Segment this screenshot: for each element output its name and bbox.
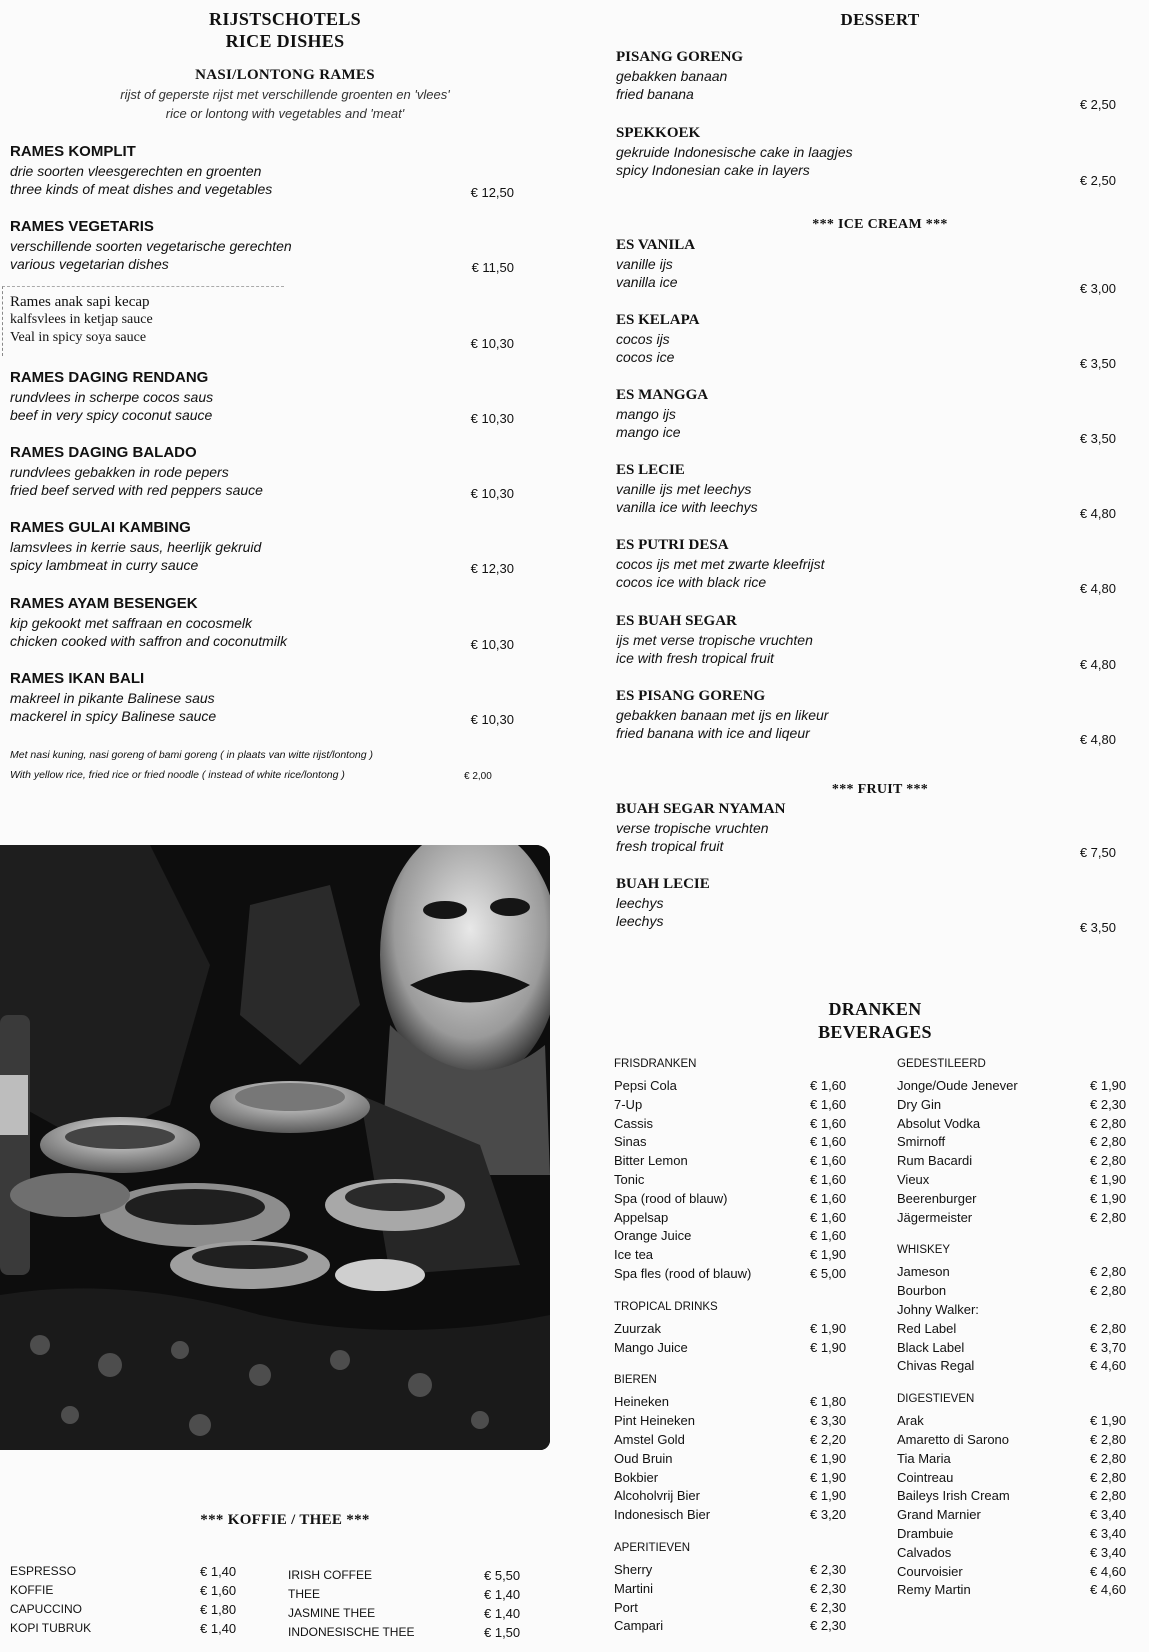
bev-item-name: Jameson xyxy=(897,1264,950,1280)
beverages-title-nl: DRANKEN xyxy=(828,999,922,1019)
fruit-name: BUAH SEGAR NYAMAN xyxy=(616,801,786,817)
bev-heading-bieren: BIEREN xyxy=(614,1374,657,1387)
dish-desc-nl: rundvlees gebakken in rode pepers xyxy=(10,464,229,480)
dish-desc-nl: kalfsvlees in ketjap sauce xyxy=(10,312,153,327)
thee-price: € 1,40 xyxy=(484,1587,521,1602)
ice-name: ES LECIE xyxy=(616,462,685,478)
bev-item-price: € 1,90 xyxy=(1090,1078,1127,1093)
dish-rames-daging-rendang xyxy=(10,368,530,426)
bev-item-price: € 2,80 xyxy=(1090,1115,1127,1131)
food-photo xyxy=(0,845,550,1450)
bev-item-price: € 1,90 xyxy=(810,1488,847,1504)
dish-name: RAMES GULAI KAMBING xyxy=(10,519,191,536)
dish-price: € 10,30 xyxy=(470,411,514,426)
bev-item-price: € 2,80 xyxy=(1090,1488,1127,1504)
fruit-buah-segar-nyaman xyxy=(616,799,1116,860)
bev-item-name: Pepsi Cola xyxy=(614,1078,677,1093)
bev-item-price: € 2,80 xyxy=(1090,1432,1127,1447)
bev-item-name: Port xyxy=(614,1599,638,1615)
bev-item-name: Tia Maria xyxy=(897,1450,951,1466)
bev-item-name: Black Label xyxy=(897,1339,965,1355)
dessert-desc-nl: gekruide Indonesische cake in laagjes xyxy=(616,144,853,160)
bev-item-price: € 2,80 xyxy=(1090,1450,1127,1466)
dish-name: RAMES DAGING BALADO xyxy=(10,444,197,461)
bev-heading-gedestileerd: GEDESTILEERD xyxy=(897,1058,986,1070)
dish-name: RAMES AYAM BESENGEK xyxy=(10,595,198,612)
bev-item-name: Heineken xyxy=(614,1394,669,1410)
bev-item-price: € 3,40 xyxy=(1090,1507,1127,1523)
bev-item-name: Remy Martin xyxy=(897,1582,971,1598)
fruit-desc-en: leechys xyxy=(616,913,664,929)
dessert-spekkoek xyxy=(616,123,1116,188)
dish-price: € 10,30 xyxy=(470,712,514,727)
bev-item-name: Jonge/Oude Jenever xyxy=(897,1078,1018,1093)
bev-item-name: Mango Juice xyxy=(614,1339,688,1355)
ice-price: € 3,00 xyxy=(1079,281,1116,296)
fruit-name: BUAH LECIE xyxy=(616,876,710,892)
bev-item-price: € 1,60 xyxy=(810,1096,847,1112)
bev-item-name: 7-Up xyxy=(614,1096,643,1112)
ice-price: € 4,80 xyxy=(1079,581,1116,596)
ice-desc-nl: cocos ijs xyxy=(616,331,670,347)
dessert-desc-en: spicy Indonesian cake in layers xyxy=(616,162,810,178)
bev-item-name: Bourbon xyxy=(897,1283,947,1299)
bev-item-name: Smirnoff xyxy=(897,1134,946,1150)
rice-title-nl: RIJSTSCHOTELS xyxy=(209,9,361,29)
dish-price: € 12,30 xyxy=(470,561,514,576)
bev-item-price: € 2,80 xyxy=(1090,1134,1127,1150)
ice-name: ES PISANG GORENG xyxy=(616,688,766,704)
note-en: With yellow rice, fried rice or fried noodle ( instead of white rice/lontong ) xyxy=(10,769,345,781)
koffie-item: KOPI TUBRUK xyxy=(10,1621,92,1635)
bev-item-price: € 1,90 xyxy=(810,1339,847,1355)
ice-desc-en: cocos ice with black rice xyxy=(616,574,767,590)
ice-desc-en: fried banana with ice and liqeur xyxy=(616,725,810,741)
fruit-price: € 3,50 xyxy=(1079,920,1116,935)
bev-item-name: Absolut Vodka xyxy=(897,1115,981,1131)
thee-price: € 5,50 xyxy=(484,1568,521,1583)
bev-item-price: € 2,30 xyxy=(810,1580,847,1596)
dessert-desc-en: fried banana xyxy=(616,86,694,102)
nasi-sub-nl: rijst of geperste rijst met verschillende groenten en 'vlees' xyxy=(120,87,450,102)
fruit-price: € 7,50 xyxy=(1079,845,1116,860)
dish-desc-en: beef in very spicy coconut sauce xyxy=(10,407,213,423)
ice-price: € 3,50 xyxy=(1079,431,1116,446)
bev-item-name: Campari xyxy=(614,1618,664,1634)
bev-item-price: € 4,60 xyxy=(1090,1582,1127,1598)
fruit-buah-lecie xyxy=(616,874,1116,935)
ice-es-putri-desa xyxy=(616,535,1116,596)
thee-price: € 1,40 xyxy=(484,1606,521,1621)
bev-item-name: Vieux xyxy=(897,1172,930,1187)
bev-item-price: € 1,90 xyxy=(810,1450,847,1466)
bev-item-price: € 2,80 xyxy=(1090,1264,1127,1280)
ice-desc-nl: vanille ijs xyxy=(616,256,673,272)
bev-item-name: Johny Walker: xyxy=(897,1302,979,1317)
bev-item-name: Amstel Gold xyxy=(614,1432,685,1447)
fruit-title: *** FRUIT *** xyxy=(831,782,929,797)
bev-heading-whiskey: WHISKEY xyxy=(897,1244,951,1257)
bev-item-price: € 1,60 xyxy=(810,1209,847,1225)
dish-desc-en: chicken cooked with saffron and coconutmilk xyxy=(10,633,288,649)
fruit-desc-en: fresh tropical fruit xyxy=(616,838,724,854)
dish-desc-en: mackerel in spicy Balinese sauce xyxy=(10,708,217,724)
dessert-price: € 2,50 xyxy=(1079,97,1116,112)
thee-price: € 1,50 xyxy=(484,1625,521,1640)
bev-item-price: € 3,70 xyxy=(1090,1339,1127,1355)
bev-item-name: Sinas xyxy=(614,1134,647,1150)
bev-item-price: € 2,80 xyxy=(1090,1209,1127,1225)
bev-item-name: Calvados xyxy=(897,1544,952,1560)
bev-item-name: Sherry xyxy=(614,1562,653,1577)
dish-rames-gulai-kambing xyxy=(10,518,530,576)
bev-item-name: Zuurzak xyxy=(614,1320,661,1336)
koffie-item: CAPUCCINO xyxy=(10,1602,83,1616)
ice-desc-nl: vanille ijs met leechys xyxy=(616,481,752,497)
bev-item-name: Drambuie xyxy=(897,1526,954,1541)
ice-es-lecie xyxy=(616,460,1116,521)
bev-item-price: € 2,80 xyxy=(1090,1469,1127,1485)
dessert-name: SPEKKOEK xyxy=(616,125,701,141)
bev-item-name: Tonic xyxy=(614,1172,645,1187)
ice-desc-en: vanilla ice with leechys xyxy=(616,499,758,515)
dish-desc-en: various vegetarian dishes xyxy=(10,256,169,272)
ice-es-buah-segar xyxy=(616,611,1116,672)
bev-item-price: € 2,20 xyxy=(810,1432,847,1447)
note-price: € 2,00 xyxy=(464,771,492,782)
fruit-desc-nl: leechys xyxy=(616,895,664,911)
dish-name: RAMES IKAN BALI xyxy=(10,670,145,687)
thee-item: INDONESISCHE THEE xyxy=(288,1625,415,1639)
bev-heading-aperitieven: APERITIEVEN xyxy=(614,1542,691,1554)
dish-desc-nl: drie soorten vleesgerechten en groenten xyxy=(10,163,262,179)
bev-item-name: Cassis xyxy=(614,1115,654,1131)
dish-desc-en: spicy lambmeat in curry sauce xyxy=(10,557,199,573)
bev-item-price: € 1,60 xyxy=(810,1190,847,1206)
bev-item-price: € 1,90 xyxy=(810,1469,847,1485)
dish-desc-en: three kinds of meat dishes and vegetables xyxy=(10,181,273,197)
dish-price: € 10,30 xyxy=(470,336,514,351)
ice-price: € 4,80 xyxy=(1079,732,1116,747)
dish-rames-anak-sapi xyxy=(10,293,530,351)
bev-item-price: € 2,80 xyxy=(1090,1283,1127,1299)
ice-desc-en: mango ice xyxy=(616,424,681,440)
rice-title-en: RICE DISHES xyxy=(225,31,345,51)
bev-item-price: € 3,40 xyxy=(1090,1526,1127,1541)
dish-desc-en: fried beef served with red peppers sauce xyxy=(10,482,263,498)
bev-item-price: € 1,80 xyxy=(810,1394,847,1410)
dessert-desc-nl: gebakken banaan xyxy=(616,68,728,84)
bev-item-price: € 1,60 xyxy=(810,1172,847,1187)
bev-item-name: Rum Bacardi xyxy=(897,1153,973,1169)
food-photo-illustration xyxy=(0,845,550,1450)
bev-heading-tropical-drinks: TROPICAL DRINKS xyxy=(614,1300,718,1313)
ice-desc-nl: ijs met verse tropische vruchten xyxy=(616,632,813,648)
bev-item-name: Alcoholvrij Bier xyxy=(614,1488,700,1504)
bev-item-name: Orange Juice xyxy=(614,1228,692,1244)
bev-item-name: Beerenburger xyxy=(897,1190,977,1206)
bev-item-price: € 3,40 xyxy=(1090,1544,1127,1560)
ice-name: ES BUAH SEGAR xyxy=(616,613,737,629)
ice-price: € 4,80 xyxy=(1079,506,1116,521)
dish-name: RAMES DAGING RENDANG xyxy=(10,369,209,386)
bev-item-name: Chivas Regal xyxy=(897,1358,975,1374)
bev-item-name: Jägermeister xyxy=(897,1209,973,1225)
dish-price: € 11,50 xyxy=(471,260,514,275)
bev-item-price: € 1,60 xyxy=(810,1228,847,1244)
dish-desc-nl: rundvlees in scherpe cocos saus xyxy=(10,389,214,405)
koffie-price: € 1,60 xyxy=(200,1583,237,1598)
bev-item-name: Grand Marnier xyxy=(897,1507,981,1523)
dish-desc-nl: lamsvlees in kerrie saus, heerlijk gekruid xyxy=(10,539,262,555)
dish-desc-nl: verschillende soorten vegetarische gerechten xyxy=(10,238,292,254)
bev-item-name: Martini xyxy=(614,1580,654,1596)
ice-desc-nl: gebakken banaan met ijs en likeur xyxy=(616,707,829,723)
dish-rames-daging-balado xyxy=(10,443,530,501)
bev-item-name: Bokbier xyxy=(614,1469,659,1485)
koffie-price: € 1,40 xyxy=(200,1621,237,1636)
nasi-title: NASI/LONTONG RAMES xyxy=(195,67,375,83)
bev-item-price: € 1,60 xyxy=(810,1078,847,1093)
bev-item-name: Ice tea xyxy=(614,1247,654,1263)
bev-item-price: € 2,80 xyxy=(1090,1153,1127,1169)
dish-rames-ayam-besengek xyxy=(10,594,530,652)
dish-name: RAMES VEGETARIS xyxy=(10,218,154,235)
beverages-title-en: BEVERAGES xyxy=(818,1022,932,1042)
bev-item-price: € 2,30 xyxy=(810,1562,847,1577)
bev-item-name: Cointreau xyxy=(897,1469,954,1485)
bev-item-name: Bitter Lemon xyxy=(614,1153,688,1169)
bev-item-price: € 2,80 xyxy=(1090,1320,1127,1336)
dish-rames-vegetaris xyxy=(10,217,530,275)
note-nl: Met nasi kuning, nasi goreng of bami goreng ( in plaats van witte rijst/lontong ) xyxy=(10,749,374,761)
koffie-item: ESPRESSO xyxy=(10,1564,77,1578)
ice-es-vanila xyxy=(616,235,1116,296)
ice-name: ES VANILA xyxy=(616,237,696,253)
bev-item-price: € 5,00 xyxy=(810,1266,847,1281)
ice-cream-title: *** ICE CREAM *** xyxy=(812,217,948,232)
ice-name: ES MANGGA xyxy=(616,387,709,403)
thee-item: IRISH COFFEE xyxy=(288,1568,373,1582)
nasi-sub-en: rice or lontong with vegetables and 'meat' xyxy=(165,106,405,121)
ice-desc-en: vanilla ice xyxy=(616,274,678,290)
dessert-price: € 2,50 xyxy=(1079,173,1116,188)
bev-item-price: € 1,90 xyxy=(810,1320,847,1336)
ice-es-pisang-goreng xyxy=(616,686,1116,747)
bev-item-price: € 1,60 xyxy=(810,1115,847,1131)
dish-desc-nl: makreel in pikante Balinese saus xyxy=(10,690,215,706)
ice-name: ES KELAPA xyxy=(616,312,700,328)
bev-item-name: Courvoisier xyxy=(897,1563,963,1579)
bev-heading-frisdranken: FRISDRANKEN xyxy=(614,1058,697,1070)
bev-item-price: € 1,60 xyxy=(810,1134,847,1150)
ice-name: ES PUTRI DESA xyxy=(616,537,729,553)
dish-rames-ikan-bali xyxy=(10,669,530,727)
bev-item-price: € 1,90 xyxy=(810,1247,847,1263)
ice-price: € 4,80 xyxy=(1079,657,1116,672)
dish-price: € 12,50 xyxy=(470,185,514,200)
bev-item-price: € 1,90 xyxy=(1090,1190,1127,1206)
bev-item-name: Oud Bruin xyxy=(614,1450,673,1466)
bev-item-name: Red Label xyxy=(897,1320,957,1336)
fruit-desc-nl: verse tropische vruchten xyxy=(616,820,769,836)
bev-item-name: Baileys Irish Cream xyxy=(897,1488,1010,1504)
dish-name: RAMES KOMPLIT xyxy=(10,143,136,160)
koffie-title: *** KOFFIE / THEE *** xyxy=(200,1512,370,1528)
ice-price: € 3,50 xyxy=(1079,356,1116,371)
bev-item-price: € 1,90 xyxy=(1090,1172,1127,1187)
koffie-item: KOFFIE xyxy=(10,1583,54,1597)
ice-desc-nl: mango ijs xyxy=(616,406,676,422)
bev-item-price: € 2,30 xyxy=(810,1599,847,1615)
bev-item-name: Pint Heineken xyxy=(614,1413,695,1429)
bev-item-name: Spa fles (rood of blauw) xyxy=(614,1266,752,1281)
bev-item-name: Dry Gin xyxy=(897,1096,942,1112)
bev-item-name: Amaretto di Sarono xyxy=(897,1432,1010,1447)
dish-price: € 10,30 xyxy=(470,486,514,501)
ice-desc-en: ice with fresh tropical fruit xyxy=(616,650,774,666)
dish-desc-en: Veal in spicy soya sauce xyxy=(10,330,147,345)
bev-item-price: € 4,60 xyxy=(1090,1358,1127,1374)
dessert-title: DESSERT xyxy=(840,10,920,29)
bev-item-price: € 1,90 xyxy=(1090,1413,1127,1429)
dish-rames-komplit xyxy=(10,142,530,200)
bev-item-name: Indonesisch Bier xyxy=(614,1507,711,1523)
bev-item-name: Spa (rood of blauw) xyxy=(614,1190,728,1206)
dish-desc-nl: kip gekookt met saffraan en cocosmelk xyxy=(10,615,253,631)
thee-item: THEE xyxy=(288,1587,321,1601)
bev-item-name: Appelsap xyxy=(614,1209,669,1225)
ice-desc-nl: cocos ijs met met zwarte kleefrijst xyxy=(616,556,825,572)
bev-item-price: € 4,60 xyxy=(1090,1563,1127,1579)
ice-es-kelapa xyxy=(616,310,1116,371)
koffie-price: € 1,80 xyxy=(200,1602,237,1617)
thee-item: JASMINE THEE xyxy=(288,1606,376,1620)
ice-es-mangga xyxy=(616,385,1116,446)
dessert-pisang-goreng xyxy=(616,47,1116,112)
koffie-price: € 1,40 xyxy=(200,1564,237,1579)
ice-desc-en: cocos ice xyxy=(616,349,675,365)
bev-item-price: € 1,60 xyxy=(810,1153,847,1169)
bev-item-price: € 3,30 xyxy=(810,1413,847,1429)
bev-heading-digestieven: DIGESTIEVEN xyxy=(897,1393,975,1406)
dessert-name: PISANG GORENG xyxy=(616,49,744,65)
dish-price: € 10,30 xyxy=(470,637,514,652)
bev-item-name: Arak xyxy=(897,1413,924,1429)
bev-item-price: € 3,20 xyxy=(810,1507,847,1523)
dish-name: Rames anak sapi kecap xyxy=(10,294,150,310)
bev-item-price: € 2,30 xyxy=(810,1618,847,1634)
bev-item-price: € 2,30 xyxy=(1090,1096,1127,1112)
